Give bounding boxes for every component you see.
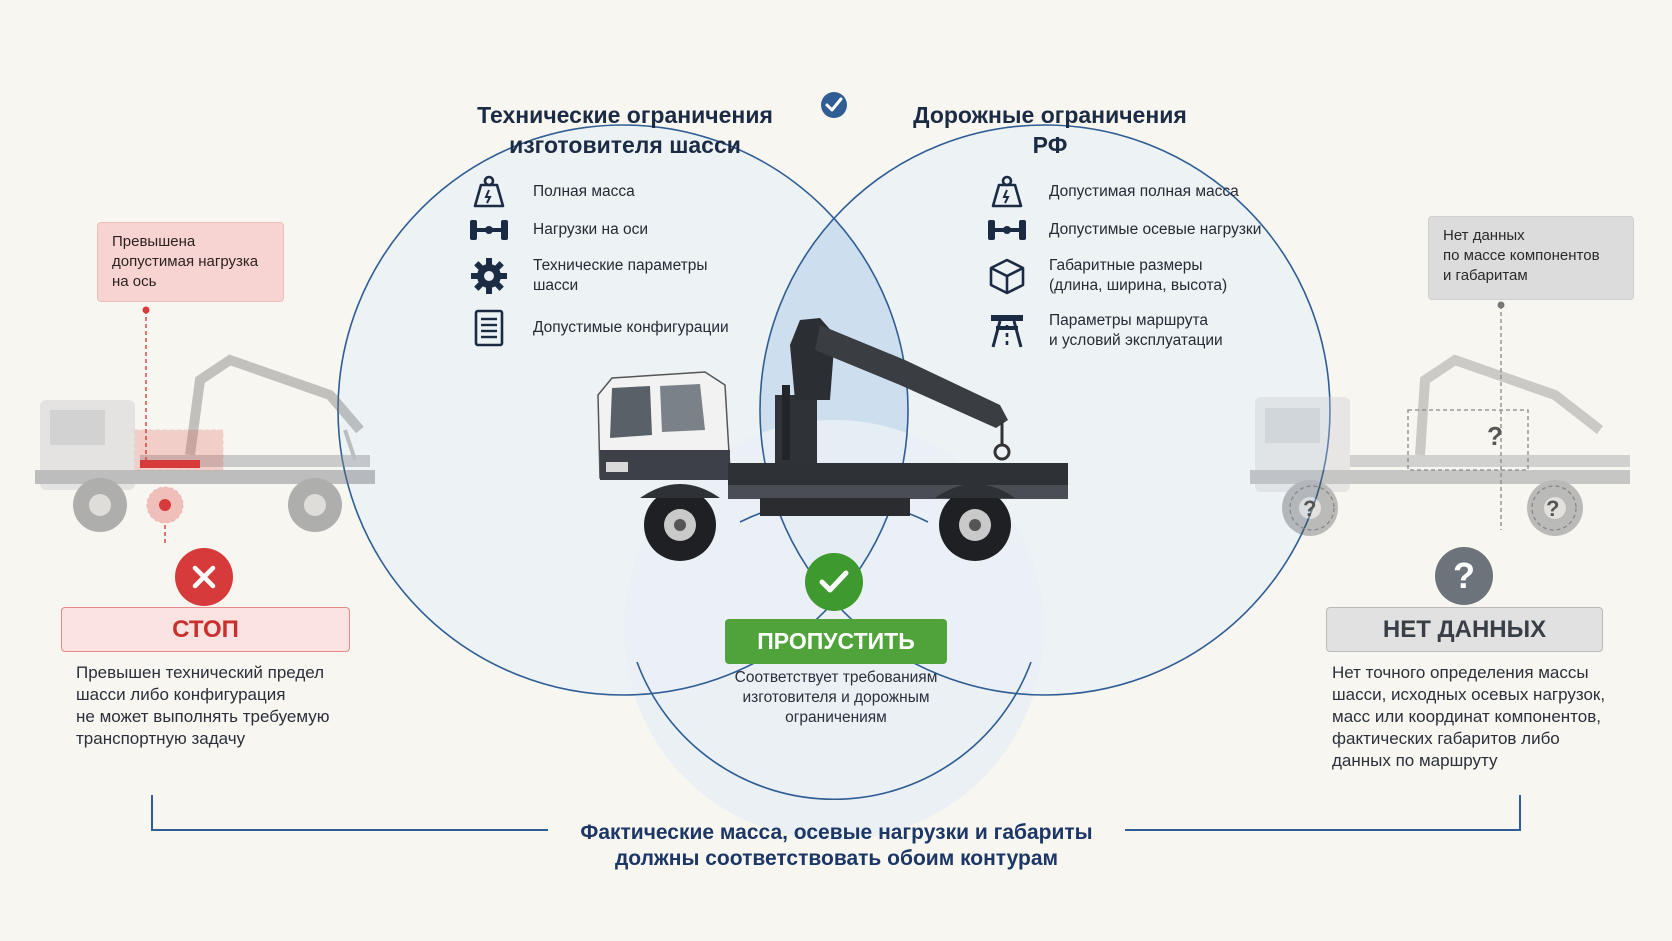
right-item-road: [985, 311, 1223, 351]
stop-label: СТОП: [61, 607, 350, 652]
right-item-label: Габаритные размеры (длина, ширина, высота): [1049, 257, 1228, 294]
left-item-axle: [467, 210, 648, 250]
right-item-label: Допустимая полная масса: [1049, 183, 1239, 200]
document-icon: [467, 308, 511, 348]
box-icon: [985, 256, 1029, 296]
pass-description: Соответствует требованиям изготовителя и дорожным ограничениям: [734, 669, 938, 726]
gear-icon: [467, 256, 511, 296]
weight-icon: [467, 172, 511, 212]
left-circle-title: Технические ограничения изготовителя шасси: [477, 102, 773, 158]
question-icon: ?: [1453, 555, 1475, 596]
axle-icon: [467, 210, 511, 250]
right-item-weight: [985, 172, 1239, 212]
pass-label: ПРОПУСТИТЬ: [725, 619, 947, 664]
question-mark-rear-wheel: ?: [1546, 496, 1560, 521]
left-item-label: Допустимые конфигурации: [533, 319, 729, 336]
right-item-label: Параметры маршрута и условий эксплуатации: [1049, 312, 1223, 349]
left-item-weight: [467, 172, 635, 212]
axle-icon: [985, 210, 1029, 250]
nodata-callout: Нет данных по массе компонентов и габаритам: [1428, 216, 1634, 300]
nodata-description: Нет точного определения массы шасси, исходных осевых нагрузок, масс или координат компонентов, фактических габаритов либо данных по маршруту: [1332, 663, 1606, 770]
bottom-note: Фактические масса, осевые нагрузки и габариты должны соответствовать обоим контурам: [580, 821, 1093, 870]
left-item-label: Технические параметры шасси: [533, 257, 708, 294]
overload-callout: Превышена допустимая нагрузка на ось: [97, 222, 284, 302]
pass-badge: [805, 553, 863, 611]
nodata-label: НЕТ ДАННЫХ: [1326, 607, 1603, 652]
question-mark-front-wheel: ?: [1303, 496, 1317, 521]
road-icon: [985, 311, 1029, 351]
question-mark-crane: ?: [1487, 421, 1503, 451]
overload-highlight: [135, 307, 223, 546]
top-check-icon: [821, 92, 847, 118]
check-icon: [818, 568, 850, 596]
right-item-box: [985, 256, 1227, 296]
left-item-document: [467, 308, 729, 348]
right-circle-title: Дорожные ограничения РФ: [913, 102, 1187, 158]
right-item-axle: [985, 210, 1261, 250]
stop-badge: [175, 548, 233, 606]
close-icon: [190, 563, 218, 591]
right-item-label: Допустимые осевые нагрузки: [1049, 221, 1262, 238]
left-item-label: Нагрузки на оси: [533, 221, 649, 238]
left-item-gear: [467, 256, 708, 296]
stop-description: Превышен технический предел шасси либо конфигурация не может выполнять требуемую транспортную задачу: [76, 663, 330, 748]
nodata-badge: [1435, 547, 1493, 605]
left-item-label: Полная масса: [533, 183, 635, 200]
weight-icon: [985, 172, 1029, 212]
